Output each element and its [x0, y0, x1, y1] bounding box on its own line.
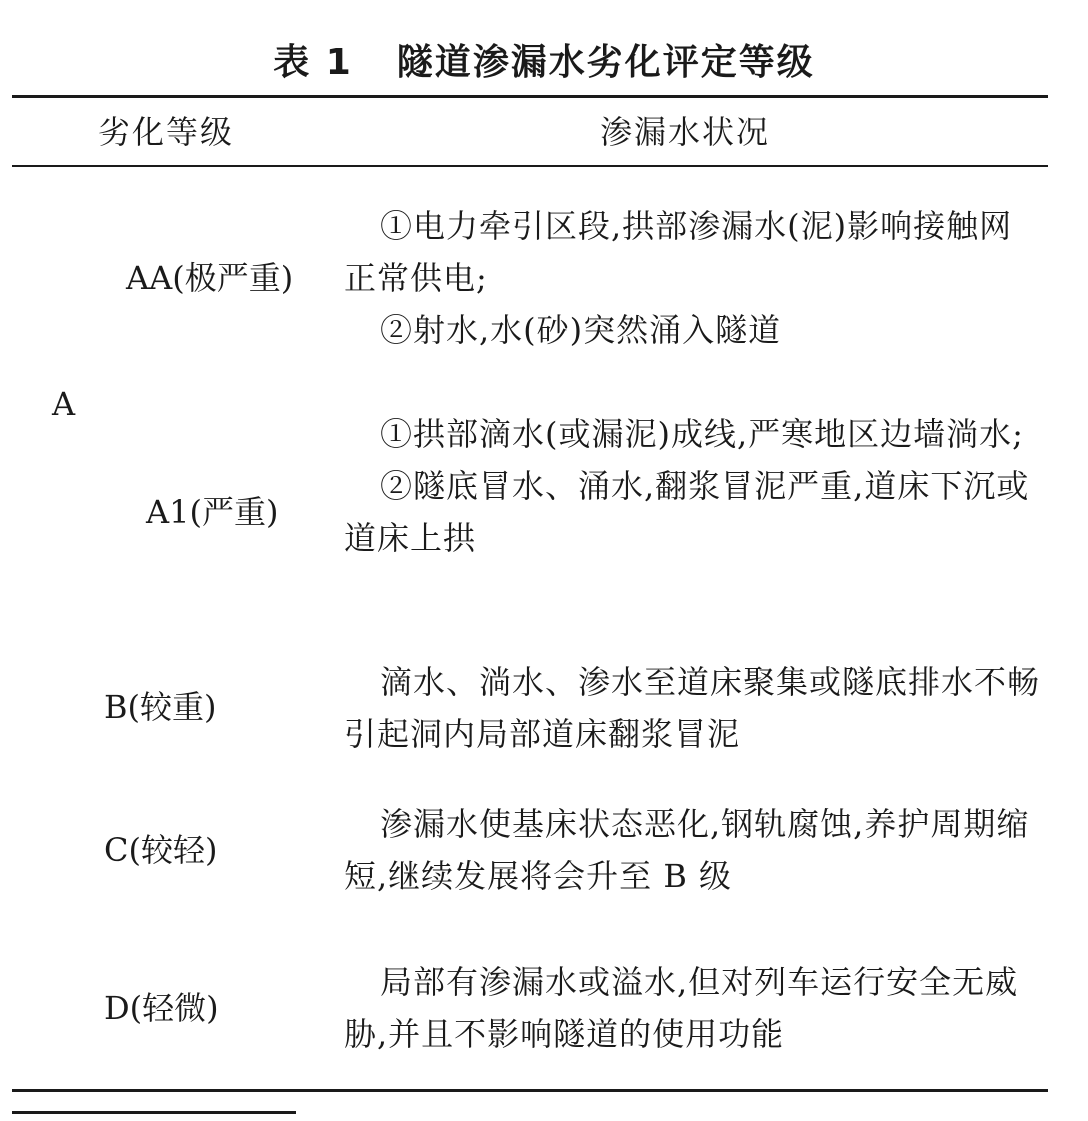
grade-d: D(轻微): [104, 989, 219, 1027]
grade-c: C(较轻): [104, 831, 218, 869]
condition-aa-item-1: ①电力牵引区段,拱部渗漏水(泥)影响接触网正常供电;: [344, 207, 1013, 297]
header-condition: 渗漏水状况: [600, 113, 771, 151]
table-title: [0, 38, 1088, 88]
condition-b: [344, 656, 1040, 760]
condition-d: [344, 956, 1040, 1060]
grade-b: B(较重): [104, 688, 217, 726]
condition-b-text: 滴水、淌水、渗水至道床聚集或隧底排水不畅引起洞内局部道床翻浆冒泥: [344, 663, 1041, 753]
bottom-rule: [12, 1089, 1048, 1092]
condition-a1-item-1: ①拱部滴水(或漏泥)成线,严寒地区边墙淌水;: [380, 415, 1024, 453]
header-rule: [12, 165, 1048, 167]
condition-aa-item-2: ②射水,水(砂)突然涌入隧道: [380, 311, 782, 349]
table-title-text: 隧道渗漏水劣化评定等级: [396, 42, 815, 83]
header-grade: 劣化等级: [98, 113, 235, 151]
condition-c: [344, 798, 1040, 902]
table-number: 表 1: [273, 42, 353, 83]
condition-aa: [344, 200, 1040, 356]
group-a-label: A: [52, 385, 76, 423]
grade-a1: A1(严重): [146, 493, 279, 531]
condition-d-text: 局部有渗漏水或溢水,但对列车运行安全无威胁,并且不影响隧道的使用功能: [344, 963, 1019, 1053]
condition-a1-item-2: ②隧底冒水、涌水,翻浆冒泥严重,道床下沉或道床上拱: [344, 467, 1030, 557]
grade-aa: AA(极严重): [126, 259, 294, 297]
condition-a1: [344, 408, 1040, 564]
condition-c-text: 渗漏水使基床状态恶化,钢轨腐蚀,养护周期缩短,继续发展将会升至 B 级: [344, 805, 1030, 895]
top-rule: [12, 95, 1048, 98]
footnote-rule: [12, 1111, 296, 1114]
